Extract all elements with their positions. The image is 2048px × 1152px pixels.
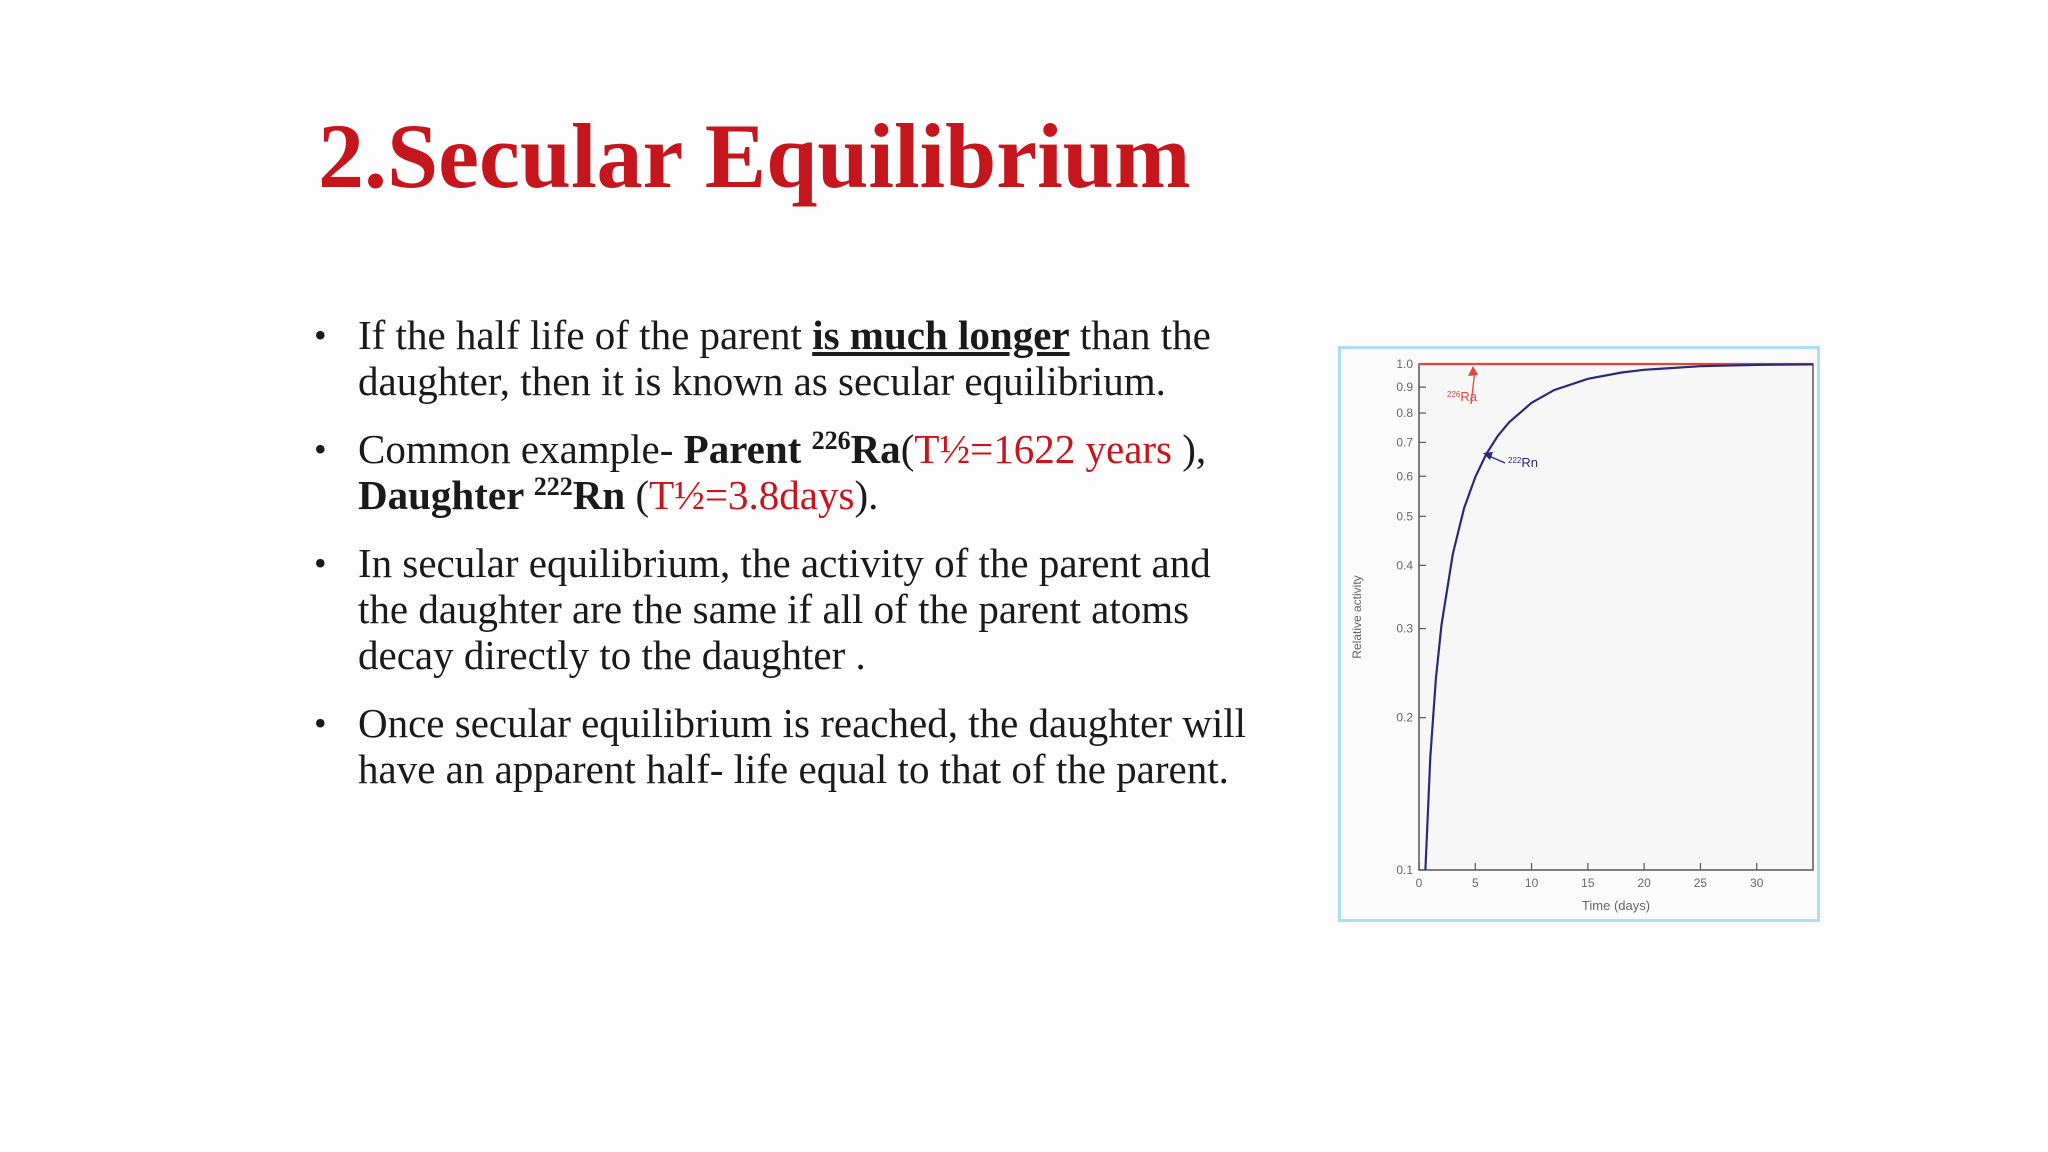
x-tick-label: 15: [1581, 876, 1595, 890]
bullet-text: (: [900, 426, 915, 472]
bullet-text: ),: [1182, 426, 1207, 472]
y-axis-label: Relative activity: [1350, 575, 1364, 659]
bullet-list: [314, 312, 1254, 814]
bullet-text: In secular equilibrium, the activity of the parent and the daughter are the same if all of the parent atoms decay directly to the daughter .: [358, 540, 1211, 678]
y-tick-label: 1.0: [1396, 357, 1413, 371]
decay-chart: [1338, 346, 1820, 922]
daughter-half-life: T½=3.8days: [649, 472, 855, 518]
mass-number: 226: [811, 426, 851, 455]
bullet-text: Once secular equilibrium is reached, the daughter will have an apparent half- life equal to that of the parent.: [358, 700, 1247, 792]
plot-area: [1419, 364, 1813, 870]
bullet-text: Common example-: [358, 426, 684, 472]
y-tick-label: 0.4: [1396, 558, 1413, 573]
bullet-text: If the half life of the parent: [358, 312, 813, 358]
x-tick-label: 0: [1415, 876, 1423, 890]
bullet-item: [314, 426, 1254, 518]
bullet-dot: •: [314, 429, 327, 469]
bullet-text: (: [625, 472, 650, 518]
y-tick-label: 0.8: [1396, 406, 1413, 421]
emphasis-text: is much longer: [812, 312, 1070, 358]
parent-element: Ra: [850, 426, 901, 472]
mass-number: 222: [533, 472, 573, 501]
slide-title: 2.Secular Equilibrium: [318, 105, 1191, 207]
y-tick-label: 0.7: [1396, 435, 1413, 450]
bullet-item: [314, 312, 1254, 404]
bullet-dot: •: [314, 543, 327, 583]
bullet-dot: •: [314, 703, 327, 743]
parent-half-life: T½=1622 years: [914, 426, 1183, 472]
x-tick-label: 30: [1750, 876, 1764, 890]
bullet-item: [314, 700, 1254, 792]
y-tick-label: 0.9: [1396, 380, 1413, 395]
annotation-label-222rn: $^{222}$Rn: [1508, 455, 1538, 470]
y-tick-label: 0.1: [1396, 863, 1413, 877]
y-tick-label: 0.2: [1396, 710, 1413, 725]
annotation-label-226ra: $^{226}$Ra: [1447, 389, 1477, 404]
bullet-text: ).: [854, 472, 879, 518]
y-tick-label: 0.3: [1396, 621, 1413, 636]
y-tick-label: 0.6: [1396, 469, 1413, 484]
daughter-element: Rn: [572, 472, 626, 518]
y-tick-label: 0.5: [1396, 509, 1413, 524]
x-tick-label: 5: [1471, 876, 1479, 890]
bullet-dot: •: [314, 315, 327, 355]
daughter-label: Daughter: [358, 472, 534, 518]
x-tick-label: 25: [1693, 876, 1708, 890]
x-tick-label: 10: [1524, 876, 1539, 890]
x-tick-label: 20: [1637, 876, 1651, 890]
x-axis-label: Time (days): [1581, 898, 1651, 913]
bullet-item: [314, 540, 1254, 678]
chart-canvas: [1341, 349, 1817, 919]
bullet-text: than the daughter, then it is known as secular equilibrium.: [358, 312, 1211, 404]
parent-label: Parent: [683, 426, 812, 472]
